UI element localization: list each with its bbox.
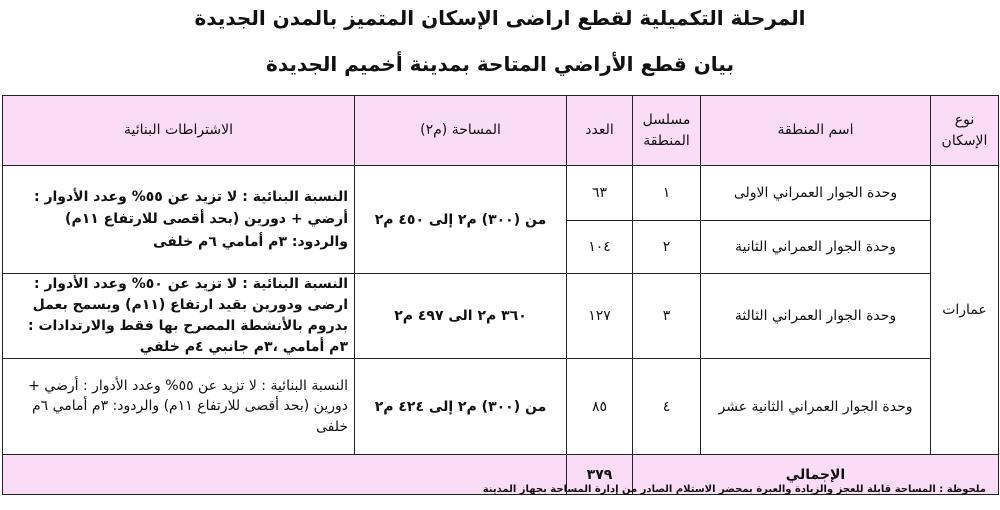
area-cell: ٣٦٠ م٢ الى ٤٩٧ م٢ bbox=[355, 274, 567, 359]
zone-serial-cell: ٤ bbox=[633, 359, 701, 455]
conditions-cell: النسبة البنائية : لا تزيد عن ٥٥% وعدد الأدوار : أرضي + دورين (بحد أقصى للارتفاع ١١م) والردود: ٣م أمامي ٦م خلفى bbox=[3, 359, 355, 455]
count-cell: ٨٥ bbox=[567, 359, 633, 455]
page-title: المرحلة التكميلية لقطع اراضى الإسكان المتميز بالمدن الجديدة bbox=[194, 6, 806, 30]
area-cell: من (٣٠٠) م٢ إلى ٤٥٠ م٢ bbox=[355, 166, 567, 274]
zone-serial-cell: ٢ bbox=[633, 221, 701, 274]
header-zone-serial: مسلسل المنطقة bbox=[633, 96, 701, 166]
zone-serial-cell: ٣ bbox=[633, 274, 701, 359]
area-cell: من (٣٠٠) م٢ إلى ٤٢٤ م٢ bbox=[355, 359, 567, 455]
zone-name-cell: وحدة الجوار العمراني الثانية bbox=[701, 221, 931, 274]
conditions-cell: النسبة البنائية : لا تزيد عن ٥٥% وعدد الأدوار : أرضي + دورين (بحد أقصى للارتفاع ١١م) والردود: ٣م أمامي ٦م خلفى bbox=[3, 166, 355, 274]
header-zone-name: اسم المنطقة bbox=[701, 96, 931, 166]
table-header-row bbox=[3, 96, 999, 166]
footnote: ملحوظة : المساحة قابلة للعجز والزيادة والعبرة بمحضر الاستلام الصادر من إدارة المساحة بجهاز المدينة bbox=[482, 484, 986, 495]
total-count: ٣٧٩ bbox=[567, 455, 633, 495]
zone-serial-cell: ١ bbox=[633, 166, 701, 221]
total-label: الإجمالي bbox=[633, 455, 999, 495]
header-area: المساحة (م٢) bbox=[355, 96, 567, 166]
count-cell: ١٢٧ bbox=[567, 274, 633, 359]
conditions-cell: النسبة البنائية : لا تزيد عن ٥٠% وعدد الأدوار : ارضى ودورين بقيد ارتفاع (١١م) ويسمح بعمل بدروم بالأنشطة المصرح بها فقط والارتدادات : ٣م أمامي ،٣م جانبي ٤م خلفي bbox=[3, 274, 355, 359]
zone-name-cell: وحدة الجوار العمراني الثانية عشر bbox=[701, 359, 931, 455]
table-row bbox=[3, 274, 999, 359]
count-cell: ١٠٤ bbox=[567, 221, 633, 274]
header-count: العدد bbox=[567, 96, 633, 166]
housing-type-cell: عمارات bbox=[931, 166, 999, 455]
land-plots-table bbox=[2, 95, 999, 495]
header-conditions: الاشتراطات البنائية bbox=[3, 96, 355, 166]
count-cell: ٦٣ bbox=[567, 166, 633, 221]
zone-name-cell: وحدة الجوار العمراني الثالثة bbox=[701, 274, 931, 359]
header-housing-type: نوع الإسكان bbox=[931, 96, 999, 166]
table-row bbox=[3, 166, 999, 221]
table-row bbox=[3, 359, 999, 455]
zone-name-cell: وحدة الجوار العمراني الاولى bbox=[701, 166, 931, 221]
page-subtitle: بيان قطع الأراضي المتاحة بمدينة أخميم الجديدة bbox=[266, 52, 734, 76]
